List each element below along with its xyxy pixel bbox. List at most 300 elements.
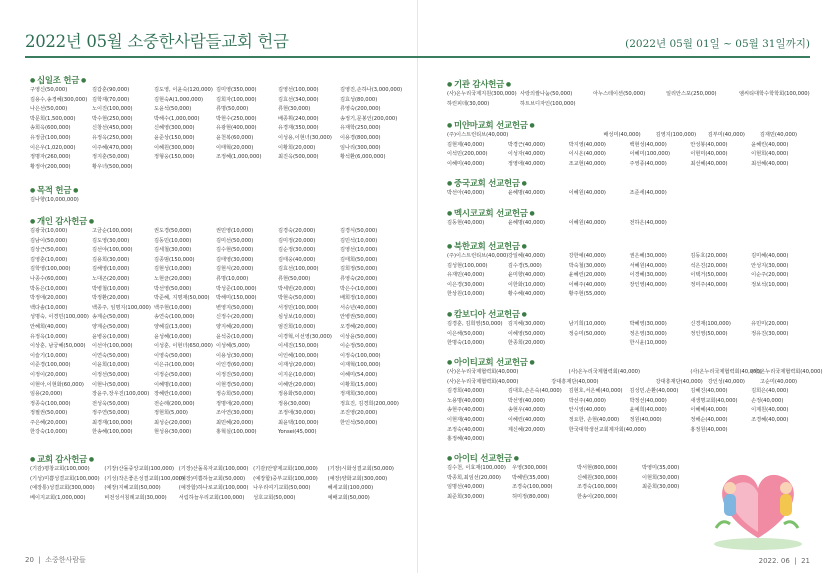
donor-entry: 강대흥재단(40,000) xyxy=(551,378,599,385)
donor-entry: 이현재(40,000) xyxy=(447,416,485,423)
donor-entry xyxy=(751,189,812,199)
title-divider xyxy=(25,56,810,58)
donor-row xyxy=(30,256,402,266)
footer-brand: 소중한사람들 xyxy=(45,556,86,564)
section-heading xyxy=(447,240,812,252)
donor-entry: 이성혜(5,000) xyxy=(216,343,250,350)
donor-entry: 이선아(100,000) xyxy=(92,343,133,350)
donor-row xyxy=(30,196,402,206)
donor-entry: 정미주(40,000) xyxy=(690,281,728,288)
section-heading xyxy=(447,177,812,189)
donor-entry: 김상근(50,000) xyxy=(30,247,68,254)
donor-entry: 김경희(40,000) xyxy=(447,388,485,395)
donor-entry: 서승년(40,000) xyxy=(340,304,378,311)
donor-entry: 박혜빈(35,000) xyxy=(512,474,550,481)
donor-entry: 박준혜, 지명재(50,000) xyxy=(154,295,210,302)
donor-entry: 구영신(50,000) xyxy=(30,87,68,93)
donor-entry: 이은우(1,020,000) xyxy=(30,144,76,151)
donor-entry xyxy=(551,131,603,141)
donor-row xyxy=(30,227,402,237)
donor-entry: 이현나(50,000) xyxy=(92,381,130,388)
donor-entry: 예배교회(50,000) xyxy=(327,494,370,501)
section-heading xyxy=(447,452,707,464)
donor-entry: 새생명교회(40,000) xyxy=(690,397,738,404)
section-institution xyxy=(447,78,812,109)
section-title: 중국교회 선교헌금 xyxy=(453,178,520,188)
donor-entry: 김미선(50,000) xyxy=(216,237,254,244)
section-heading xyxy=(30,184,402,196)
donor-entry: 윤미향(40,000) xyxy=(507,272,546,279)
donor-entry: 김현성(10,000) xyxy=(154,266,192,273)
donor-entry: 한인석(50,000) xyxy=(340,419,378,426)
donor-entry xyxy=(92,196,154,206)
donor-entry xyxy=(629,368,690,378)
donor-entry: 정지훈(50,000) xyxy=(92,154,130,161)
donor-entry: 비전성서침례교회(30,000) xyxy=(104,494,167,501)
donor-entry: 김영선(10,000) xyxy=(340,247,378,254)
bullet-icon: ● xyxy=(447,311,454,318)
donor-entry: (예장)미쁨하늘교회(50,000) xyxy=(178,475,246,482)
donor-entry: 일리안스포(250,000) xyxy=(666,91,717,97)
donor-entry: 이혜원(300,000) xyxy=(154,144,195,151)
donor-row xyxy=(447,416,812,426)
donor-entry: 안병권(50,000) xyxy=(340,314,378,321)
donor-entry: 현성용(30,000) xyxy=(154,429,192,436)
donor-entry xyxy=(508,435,569,445)
donor-entry: 김혜진(40,000) xyxy=(690,388,728,395)
donor-entry xyxy=(739,100,812,110)
donor-row xyxy=(447,387,812,397)
donor-row xyxy=(447,90,812,100)
donor-entry: (기장)산돌중앙교회(100,000) xyxy=(104,466,175,472)
donor-row xyxy=(447,464,707,474)
donor-entry: 박성준(100,000) xyxy=(216,285,257,292)
donor-entry: 조교현(40,000) xyxy=(568,160,606,167)
donor-row xyxy=(30,124,402,134)
donor-entry: 이성용,이현녀(30,000) xyxy=(278,134,332,141)
donor-row xyxy=(447,426,812,436)
donor-entry: 성명숙, 이경민(100,000) xyxy=(30,314,89,321)
donor-row xyxy=(447,493,707,503)
donor-entry: 최선혜(40,000) xyxy=(751,160,789,167)
section-title: 기관 감사헌금 xyxy=(453,79,504,89)
donor-entry: 엄진희(10,000) xyxy=(278,323,316,330)
donor-entry: 박현숙(50,000) xyxy=(278,295,316,302)
donor-entry: 김순정(30,000) xyxy=(278,247,316,254)
bullet-icon: ● xyxy=(511,455,519,462)
donor-entry: 송희옥(600,000) xyxy=(30,125,71,132)
bullet-icon: ● xyxy=(447,243,454,250)
bullet-icon: ● xyxy=(519,180,527,187)
page-title: 2022년 05월 소중한사람들교회 헌금 xyxy=(25,32,289,51)
section-heading xyxy=(30,453,402,465)
donor-entry: 이혜원(40,000) xyxy=(568,220,606,226)
section-heading xyxy=(447,78,812,90)
donor-entry: 이혜미(100,000) xyxy=(629,151,671,158)
donor-entry: 조준세(40,000) xyxy=(629,190,667,196)
donor-entry: 노이진(100,000) xyxy=(92,106,133,113)
donor-entry: 임명선(40,000) xyxy=(447,484,485,491)
donor-entry: 김효선(100,000) xyxy=(278,266,319,273)
donor-row xyxy=(30,313,402,323)
donor-row xyxy=(30,105,402,115)
donor-entry: 김효선(340,000) xyxy=(278,96,319,103)
donor-entry: 정보석(10,000) xyxy=(751,281,789,288)
donor-row xyxy=(447,474,707,484)
donor-entry: 고순미(40,000) xyxy=(759,378,798,385)
donor-row xyxy=(447,320,812,330)
donor-entry xyxy=(690,435,751,445)
donor-entry: 우영(300,000) xyxy=(512,465,548,471)
donor-entry: 서혜원(40,000) xyxy=(629,262,667,269)
section-personal xyxy=(30,215,402,438)
donor-entry: 이황희(15,000) xyxy=(340,381,378,388)
donor-entry: (주)이스트런티브(40,000) xyxy=(447,253,509,259)
donor-entry: 황석환(6,000,000) xyxy=(340,154,386,161)
bullet-icon: ● xyxy=(527,122,535,129)
donor-entry: 이순주(20,000) xyxy=(751,272,789,279)
donor-entry: 전성욱(50,000) xyxy=(92,400,130,407)
donor-entry: 백종주, 임명지(100,000) xyxy=(92,304,151,311)
donor-entry: 백현성(40,000) xyxy=(629,141,667,148)
donor-entry: 강인성(40,000) xyxy=(707,378,745,385)
donor-entry: 신혜영(300,000) xyxy=(154,125,195,132)
donor-entry: 이정선(50,000) xyxy=(92,371,130,378)
donor-entry xyxy=(629,426,690,436)
donor-entry xyxy=(340,196,402,206)
donor-entry: 이황희(20,000) xyxy=(278,144,316,151)
donor-entry: 배성미(40,000) xyxy=(603,132,641,138)
donor-entry: 이성훈, 이현녀(650,000) xyxy=(154,343,213,350)
donor-entry: 송연숙(100,000) xyxy=(154,314,195,321)
donor-row xyxy=(30,237,402,247)
donor-entry: 정명자(260,000) xyxy=(30,154,71,161)
donor-row xyxy=(30,96,402,106)
donor-entry: 허미정(80,000) xyxy=(512,493,550,500)
section-cambodia xyxy=(447,308,812,349)
donor-entry: 조정혜(1,000,000) xyxy=(216,154,262,161)
donor-entry xyxy=(690,189,751,199)
bullet-icon: ● xyxy=(30,456,37,463)
donor-entry: 정필권(50,000) xyxy=(30,410,68,417)
donor-entry: 이은규(100,000) xyxy=(154,362,195,369)
donor-entry: 김태희(50,000) xyxy=(340,256,378,263)
donor-entry: 송현우(40,000) xyxy=(507,407,546,414)
donor-entry: 정현희(5,000) xyxy=(154,410,188,417)
donor-entry: 유정금(100,000) xyxy=(30,134,71,141)
donor-entry: 변영지(50,000) xyxy=(216,304,254,311)
donor-row xyxy=(447,160,812,170)
donor-row xyxy=(447,141,812,151)
section-heading xyxy=(447,308,812,320)
donor-entry: 최준희(30,000) xyxy=(447,493,485,500)
section-title: 목적 헌금 xyxy=(36,185,72,195)
donor-entry xyxy=(666,100,739,110)
donor-entry: 류현(50,000) xyxy=(278,275,311,282)
donor-entry: 이한화(10,000) xyxy=(507,281,546,288)
donor-entry: 윤천복(60,000) xyxy=(216,134,254,141)
donor-entry: 박선영(50,000) xyxy=(154,285,192,292)
donor-entry: 오경혜(20,000) xyxy=(340,323,378,330)
donor-entry: 정유진(30,000) xyxy=(751,330,789,337)
donor-entry: 이시온(40,000) xyxy=(568,151,606,158)
donor-entry: 황수혜(40,000) xyxy=(507,291,546,298)
donor-entry: 박지영(40,000) xyxy=(568,141,606,148)
bullet-icon: ● xyxy=(30,218,37,225)
donor-entry: 정명애(20,000) xyxy=(216,400,254,407)
donor-row xyxy=(30,115,402,125)
donor-entry: 장인영(40,000) xyxy=(629,281,667,288)
donor-entry: 전순례(200,000) xyxy=(154,400,195,407)
donor-entry: 김세철(30,000) xyxy=(154,247,192,254)
donor-entry: 이연숙(50,000) xyxy=(92,352,130,359)
section-myanmar xyxy=(447,119,812,169)
donor-entry: 백다솔(10,000) xyxy=(30,304,68,311)
donor-entry: 서림하늘우리교회(100,000) xyxy=(178,494,245,501)
donor-entry: 김학영(100,000) xyxy=(30,266,71,273)
donor-entry: 박경근(40,000) xyxy=(507,141,546,148)
donor-entry: 김선야(100,000) xyxy=(92,247,133,254)
donor-entry: 김갑훈(90,000) xyxy=(92,87,130,93)
donor-row xyxy=(447,330,812,340)
donor-entry: 김현호,서은혜(40,000) xyxy=(568,388,623,395)
donor-entry: 신정수(20,000) xyxy=(216,314,254,321)
donor-entry: 이정이(20,000) xyxy=(30,371,68,378)
donor-entry: 황우녀(500,000) xyxy=(92,163,133,170)
donor-entry: 이성자(40,000) xyxy=(507,151,546,158)
bullet-icon: ● xyxy=(519,311,527,318)
donor-entry: 김해영(10,000) xyxy=(92,266,130,273)
donor-entry: 이용경(800,000) xyxy=(340,134,381,141)
donor-row xyxy=(30,144,402,154)
donor-row xyxy=(30,428,402,438)
donor-entry: 류영숙(200,000) xyxy=(340,106,381,113)
donor-entry: 윤예희(40,000) xyxy=(629,407,667,414)
donor-entry: (사)온누리국제협력회(40,000) xyxy=(568,369,641,375)
donor-entry: (기장)시화성결교회(50,000) xyxy=(327,466,394,472)
donor-entry xyxy=(499,131,551,141)
donor-entry: (사)온누리국제협력회(40,000) xyxy=(690,369,762,375)
donor-entry xyxy=(593,100,666,110)
donor-entry: 김희정(50,000) xyxy=(340,266,378,273)
donor-entry: 최윤택(100,000) xyxy=(278,419,319,426)
section-title: 미얀마교회 선교헌금 xyxy=(453,120,528,130)
donor-row xyxy=(30,86,402,96)
donor-entry xyxy=(690,290,751,300)
donor-entry: 박현수(250,000) xyxy=(216,115,257,122)
donor-entry: 윤혜린(20,000) xyxy=(568,272,606,279)
page-number-left: 20 xyxy=(25,556,34,564)
donor-entry: 박정환(20,000) xyxy=(92,295,130,302)
donor-entry: 윤혜린(40,000) xyxy=(751,141,789,148)
donor-entry: 한강숙(10,000) xyxy=(30,429,68,436)
donor-entry: 황주현(55,000) xyxy=(568,291,606,298)
donor-entry: 사랑의쌀나눔(50,000) xyxy=(520,91,573,97)
footer-date: 2022. 06 xyxy=(758,557,790,565)
donor-entry: 홍정원(40,000) xyxy=(690,426,728,433)
section-haiti-mission xyxy=(447,452,707,502)
donor-entry: 이현경(50,000) xyxy=(216,381,254,388)
donor-entry: 박선아(40,000) xyxy=(447,190,485,196)
donor-entry: 김희자(100,000) xyxy=(216,96,257,103)
donor-entry: 최선혜(40,000) xyxy=(690,160,728,167)
donor-entry: 주은혜(20,000) xyxy=(30,419,68,426)
donor-entry: 김수천, 이효재(100,000) xyxy=(447,465,506,471)
donor-entry: 이혜미(40,000) xyxy=(447,160,485,167)
donor-row xyxy=(30,342,402,352)
donor-entry: 김미정(20,000) xyxy=(278,237,316,244)
donor-entry: 박정선(40,000) xyxy=(629,397,667,404)
donor-entry: 이경혜(30,000) xyxy=(629,272,667,279)
donor-entry: 김재민(40,000) xyxy=(759,132,798,138)
donor-row xyxy=(30,419,402,429)
donor-entry: (예장)양화교회(300,000) xyxy=(327,475,388,482)
donor-entry: 윤혜명(40,000) xyxy=(507,220,546,226)
donor-entry: 이윤희(10,000) xyxy=(92,362,130,369)
donor-entry: 양지혜(20,000) xyxy=(216,323,254,330)
donor-entry: 이정숙(100,000) xyxy=(340,352,381,359)
donor-entry: 이경혁,이선영(30,000) xyxy=(278,333,332,340)
donor-entry xyxy=(751,219,812,229)
donor-entry: 제신혜(20,000) xyxy=(507,426,546,433)
bullet-icon: ● xyxy=(527,359,535,366)
section-title: 교회 감사헌금 xyxy=(36,454,87,464)
donor-row xyxy=(447,406,812,416)
donor-row xyxy=(447,252,812,262)
donor-entry: 김남이(50,000) xyxy=(30,237,68,244)
donor-entry: 박해미(150,000) xyxy=(216,295,257,302)
donor-row xyxy=(30,304,402,314)
donor-entry: 손정(40,000) xyxy=(751,397,784,404)
donor-row xyxy=(447,378,812,388)
donor-row xyxy=(30,371,402,381)
donor-row xyxy=(30,494,402,504)
donor-entry: 정해순(40,000) xyxy=(690,416,728,423)
donor-entry: 안성지(30,000) xyxy=(751,262,789,269)
donor-entry: 이용성(30,000) xyxy=(216,352,254,359)
donor-entry: 노용명(40,000) xyxy=(447,397,485,404)
donor-row xyxy=(30,475,402,485)
donor-entry: (사)온누리국제협력회(40,000) xyxy=(447,378,519,385)
section-heading xyxy=(447,207,812,219)
donor-entry xyxy=(340,428,402,438)
bullet-icon: ● xyxy=(527,210,535,217)
donor-row xyxy=(447,271,812,281)
donor-entry: 송현주(40,000) xyxy=(447,407,485,414)
donor-entry: 조정숙(40,000) xyxy=(447,426,485,433)
donor-entry: 김현제(40,000) xyxy=(447,141,485,148)
donor-entry xyxy=(154,196,216,206)
donor-entry: 이인경(60,000) xyxy=(216,362,254,369)
donor-entry: 엠씨티대학수학학회(100,000) xyxy=(739,91,810,97)
donor-entry: 김효성(80,000) xyxy=(340,96,378,103)
donor-entry: 안시영(40,000) xyxy=(568,407,606,414)
donor-entry: 정형웅(150,000) xyxy=(154,154,195,161)
donor-entry xyxy=(629,290,690,300)
donor-entry: 김용수,송경혜(300,000) xyxy=(30,96,88,103)
donor-entry: 김종범(150,000) xyxy=(154,256,195,263)
donor-row xyxy=(30,163,402,173)
donor-entry: 유정옥(10,000) xyxy=(30,333,68,340)
donor-entry: 장윤주,장우진(100,000) xyxy=(92,391,150,398)
donor-entry: 김경식(50,000) xyxy=(340,228,378,234)
period-label: (2022년 05월 01일 ~ 05월 31일까지) xyxy=(625,38,810,50)
donor-entry: 조경혜(40,000) xyxy=(751,416,789,423)
donor-entry: 황정아(200,000) xyxy=(30,163,71,170)
donor-entry: 송계순(50,000) xyxy=(92,314,130,321)
donor-entry xyxy=(751,339,812,349)
donor-entry: 혜세교회(100,000) xyxy=(327,485,374,492)
section-heading xyxy=(447,356,812,368)
donor-entry xyxy=(642,493,707,503)
donor-entry: (예장)지혜교회(50,000) xyxy=(104,485,161,492)
donor-entry xyxy=(216,163,278,173)
donor-entry: (기성)미쁨성결교회(100,000) xyxy=(30,475,100,482)
donor-entry xyxy=(603,378,655,388)
donor-entry: (주)이스트런티브(40,000) xyxy=(447,132,509,138)
donor-row xyxy=(30,153,402,163)
donor-entry: 강한예(40,000) xyxy=(568,253,606,259)
donor-entry: 김동호(20,000) xyxy=(690,253,728,259)
donor-entry: 김영진,손하나(3,000,000) xyxy=(340,87,403,93)
donor-entry xyxy=(278,163,340,173)
donor-entry: 이세진(150,000) xyxy=(278,343,319,350)
donor-entry: 윤준상(150,000) xyxy=(154,134,195,141)
donor-row xyxy=(30,265,402,275)
donor-entry: 배종휘(240,000) xyxy=(278,115,319,122)
bullet-icon: ● xyxy=(447,122,454,129)
donor-entry: 이정진(50,000) xyxy=(216,371,254,378)
donor-entry: 김부미(40,000) xyxy=(707,132,745,138)
donor-entry: 한종희(20,000) xyxy=(507,340,546,347)
donor-row xyxy=(447,483,707,493)
bullet-icon: ● xyxy=(447,359,454,366)
donor-entry: 조진영(20,000) xyxy=(340,410,378,417)
donor-entry: 이혜원(40,000) xyxy=(568,190,606,196)
section-heading xyxy=(30,74,402,86)
donor-row xyxy=(30,361,402,371)
donor-entry: 양혜길(13,000) xyxy=(154,323,192,330)
donor-entry: 김경숙(20,000) xyxy=(278,228,316,234)
donor-entry: 정승희(50,000) xyxy=(216,391,254,398)
donor-entry: 이혜만(20,000) xyxy=(278,381,316,388)
donor-entry xyxy=(154,163,216,173)
donor-entry: 김대호,손은숙(40,000) xyxy=(507,388,562,395)
section-china xyxy=(447,177,812,199)
donor-entry: 정재희(30,000) xyxy=(340,391,378,398)
bullet-icon: ● xyxy=(447,180,454,187)
donor-entry: 최진옥(500,000) xyxy=(278,154,319,161)
donor-entry: 김동민(10,000) xyxy=(154,237,192,244)
donor-row xyxy=(447,435,812,445)
donor-row xyxy=(447,262,812,272)
donor-entry: 이태혁(20,000) xyxy=(216,144,254,151)
donor-entry: 이재성(20,000) xyxy=(278,362,316,369)
donor-entry: 정원(40,000) xyxy=(629,416,662,423)
donor-entry: 노대곤(20,000) xyxy=(92,275,130,282)
donor-entry: 조경숙(100,000) xyxy=(577,484,618,491)
donor-entry: 유민미(20,000) xyxy=(751,321,789,327)
section-heading xyxy=(447,119,812,131)
donor-row xyxy=(30,294,402,304)
donor-entry: 김미혜(40,000) xyxy=(751,253,789,259)
donor-entry: 김나향(10,000,000) xyxy=(30,197,79,203)
donor-entry xyxy=(751,426,812,436)
page-spine xyxy=(417,0,418,573)
footer-left: 20 | 소중한사람들 xyxy=(25,556,86,564)
donor-entry: 박선영(40,000) xyxy=(507,397,546,404)
section-title: 캄보디아 선교헌금 xyxy=(453,309,520,319)
